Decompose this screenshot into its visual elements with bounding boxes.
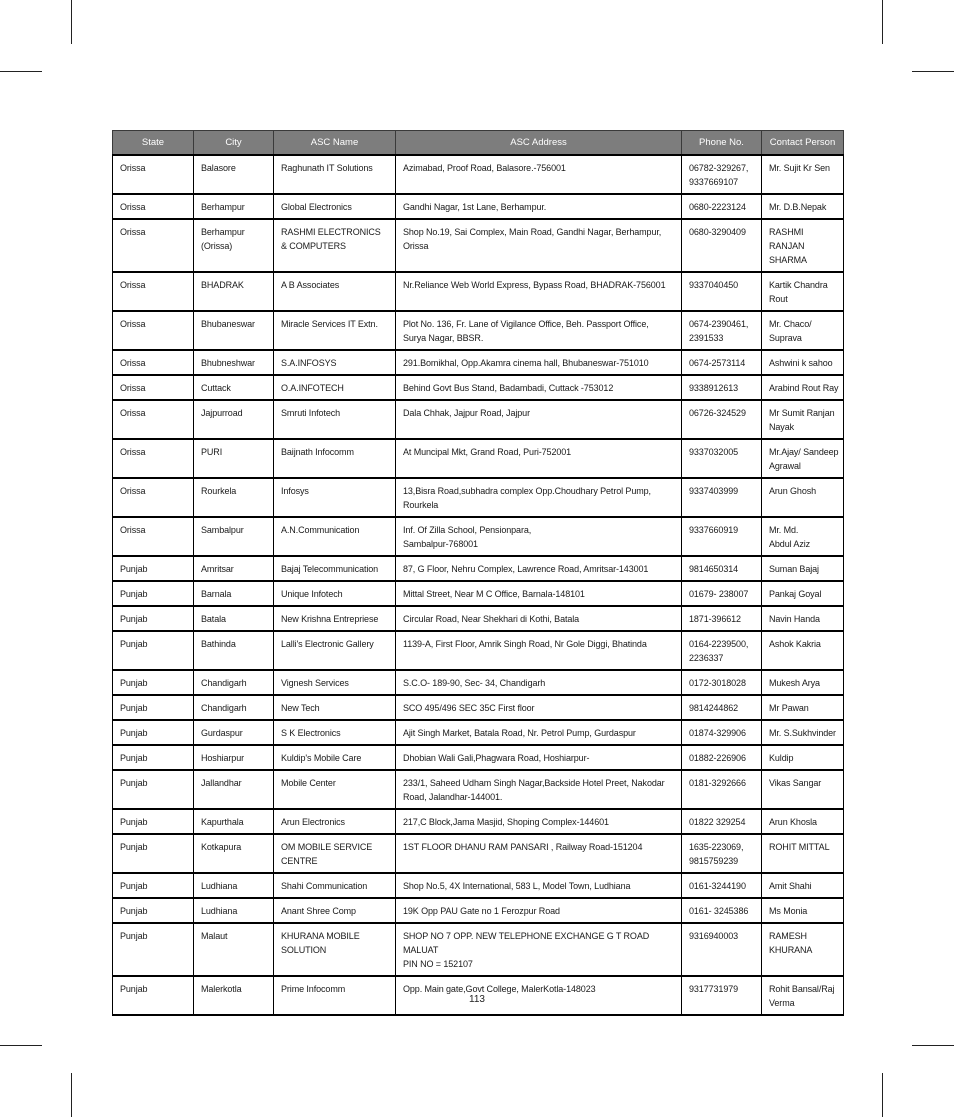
cell-state: Punjab xyxy=(113,631,194,670)
cell-asc-name: Bajaj Telecommunication xyxy=(274,556,396,581)
cell-contact-person: ROHIT MITTAL xyxy=(762,834,844,873)
table-row xyxy=(113,581,844,606)
cell-city: Kapurthala xyxy=(194,809,274,834)
cell-contact-person: Mr. S.Sukhvinder xyxy=(762,720,844,745)
cell-state: Punjab xyxy=(113,556,194,581)
cell-state: Punjab xyxy=(113,923,194,976)
cell-state: Orissa xyxy=(113,272,194,311)
cell-asc-address: At Muncipal Mkt, Grand Road, Puri-752001 xyxy=(396,439,682,478)
cell-city: Ludhiana xyxy=(194,898,274,923)
cell-state: Punjab xyxy=(113,720,194,745)
table-row xyxy=(113,606,844,631)
cell-asc-address: 1139-A, First Floor, Amrik Singh Road, Nr Gole Diggi, Bhatinda xyxy=(396,631,682,670)
table-row xyxy=(113,873,844,898)
cell-asc-name: S K Electronics xyxy=(274,720,396,745)
cell-asc-name: S.A.INFOSYS xyxy=(274,350,396,375)
cell-contact-person: Mr Pawan xyxy=(762,695,844,720)
cell-asc-address: 217,C Block,Jama Masjid, Shoping Complex-144601 xyxy=(396,809,682,834)
cell-city: BHADRAK xyxy=(194,272,274,311)
service-center-table xyxy=(112,130,844,1016)
table-row xyxy=(113,375,844,400)
cell-asc-address: Azimabad, Proof Road, Balasore.-756001 xyxy=(396,155,682,194)
crop-mark xyxy=(912,1045,954,1046)
cell-asc-address: SCO 495/496 SEC 35C First floor xyxy=(396,695,682,720)
cell-contact-person: Mr. Chaco/ Suprava xyxy=(762,311,844,350)
cell-phone: 9317731979 xyxy=(682,976,762,1015)
cell-city: Hoshiarpur xyxy=(194,745,274,770)
cell-state: Punjab xyxy=(113,873,194,898)
table-row xyxy=(113,219,844,272)
cell-city: Gurdaspur xyxy=(194,720,274,745)
cell-contact-person: Mr. Sujit Kr Sen xyxy=(762,155,844,194)
cell-city: PURI xyxy=(194,439,274,478)
cell-phone: 06782-329267, 9337669107 xyxy=(682,155,762,194)
cell-phone: 9814650314 xyxy=(682,556,762,581)
cell-city: Balasore xyxy=(194,155,274,194)
cell-city: Amritsar xyxy=(194,556,274,581)
cell-asc-address: Plot No. 136, Fr. Lane of Vigilance Office, Beh. Passport Office, Surya Nagar, BBSR. xyxy=(396,311,682,350)
cell-asc-address: Nr.Reliance Web World Express, Bypass Road, BHADRAK-756001 xyxy=(396,272,682,311)
cell-city: Barnala xyxy=(194,581,274,606)
table-row xyxy=(113,720,844,745)
cell-asc-address: 1ST FLOOR DHANU RAM PANSARI , Railway Road-151204 xyxy=(396,834,682,873)
cell-state: Orissa xyxy=(113,478,194,517)
cell-asc-name: O.A.INFOTECH xyxy=(274,375,396,400)
table-body xyxy=(113,155,844,1015)
cell-city: Bathinda xyxy=(194,631,274,670)
table-row xyxy=(113,517,844,556)
cell-state: Orissa xyxy=(113,155,194,194)
header-state: State xyxy=(113,131,194,156)
cell-contact-person: Mr.Ajay/ Sandeep Agrawal xyxy=(762,439,844,478)
table-row xyxy=(113,770,844,809)
header-phone: Phone No. xyxy=(682,131,762,156)
cell-city: Malaut xyxy=(194,923,274,976)
cell-city: Jallandhar xyxy=(194,770,274,809)
cell-state: Punjab xyxy=(113,770,194,809)
cell-phone: 0164-2239500, 2236337 xyxy=(682,631,762,670)
cell-state: Punjab xyxy=(113,606,194,631)
cell-phone: 0674-2390461, 2391533 xyxy=(682,311,762,350)
cell-phone: 01822 329254 xyxy=(682,809,762,834)
crop-mark xyxy=(71,1073,72,1117)
crop-mark xyxy=(912,71,954,72)
table-row xyxy=(113,923,844,976)
cell-contact-person: Navin Handa xyxy=(762,606,844,631)
cell-contact-person: Mukesh Arya xyxy=(762,670,844,695)
cell-asc-address: 13,Bisra Road,subhadra complex Opp.Choudhary Petrol Pump, Rourkela xyxy=(396,478,682,517)
cell-contact-person: RASHMI RANJAN SHARMA xyxy=(762,219,844,272)
cell-phone: 0161-3244190 xyxy=(682,873,762,898)
cell-city: Rourkela xyxy=(194,478,274,517)
cell-phone: 0680-2223124 xyxy=(682,194,762,219)
table-header-row xyxy=(113,131,844,156)
cell-city: Berhampur (Orissa) xyxy=(194,219,274,272)
table-row xyxy=(113,400,844,439)
cell-state: Punjab xyxy=(113,695,194,720)
cell-asc-name: Mobile Center xyxy=(274,770,396,809)
cell-city: Chandigarh xyxy=(194,670,274,695)
cell-asc-name: New Krishna Entrepriese xyxy=(274,606,396,631)
crop-mark xyxy=(882,1073,883,1117)
cell-phone: 9316940003 xyxy=(682,923,762,976)
cell-asc-name: KHURANA MOBILE SOLUTION xyxy=(274,923,396,976)
cell-phone: 9337403999 xyxy=(682,478,762,517)
cell-contact-person: Kartik Chandra Rout xyxy=(762,272,844,311)
cell-asc-address: S.C.O- 189-90, Sec- 34, Chandigarh xyxy=(396,670,682,695)
cell-asc-name: RASHMI ELECTRONICS & COMPUTERS xyxy=(274,219,396,272)
cell-contact-person: Kuldip xyxy=(762,745,844,770)
cell-contact-person: Amit Shahi xyxy=(762,873,844,898)
header-asc-name: ASC Name xyxy=(274,131,396,156)
cell-asc-address: Shop No.5, 4X International, 583 L, Model Town, Ludhiana xyxy=(396,873,682,898)
table-row xyxy=(113,834,844,873)
cell-contact-person: Arun Khosla xyxy=(762,809,844,834)
cell-asc-name: Raghunath IT Solutions xyxy=(274,155,396,194)
cell-contact-person: Ashwini k sahoo xyxy=(762,350,844,375)
cell-city: Bhubneshwar xyxy=(194,350,274,375)
cell-contact-person: Vikas Sangar xyxy=(762,770,844,809)
cell-city: Kotkapura xyxy=(194,834,274,873)
cell-asc-name: Arun Electronics xyxy=(274,809,396,834)
service-center-table-wrap xyxy=(112,130,843,1016)
cell-asc-name: Shahi Communication xyxy=(274,873,396,898)
cell-asc-name: Anant Shree Comp xyxy=(274,898,396,923)
cell-asc-name: Global Electronics xyxy=(274,194,396,219)
cell-city: Malerkotla xyxy=(194,976,274,1015)
cell-asc-address: Inf. Of Zilla School, Pensionpara, Sambalpur-768001 xyxy=(396,517,682,556)
cell-asc-name: Smruti Infotech xyxy=(274,400,396,439)
table-row xyxy=(113,631,844,670)
cell-asc-address: Opp. Main gate,Govt College, MalerKotla-148023 xyxy=(396,976,682,1015)
cell-state: Orissa xyxy=(113,375,194,400)
cell-phone: 0181-3292666 xyxy=(682,770,762,809)
cell-state: Orissa xyxy=(113,400,194,439)
cell-state: Orissa xyxy=(113,194,194,219)
cell-phone: 0680-3290409 xyxy=(682,219,762,272)
cell-phone: 1635-223069, 9815759239 xyxy=(682,834,762,873)
cell-city: Berhampur xyxy=(194,194,274,219)
crop-mark xyxy=(0,1045,42,1046)
cell-phone: 9337040450 xyxy=(682,272,762,311)
cell-asc-name: Vignesh Services xyxy=(274,670,396,695)
cell-phone: 9338912613 xyxy=(682,375,762,400)
cell-phone: 1871-396612 xyxy=(682,606,762,631)
table-row xyxy=(113,809,844,834)
cell-state: Punjab xyxy=(113,898,194,923)
cell-city: Chandigarh xyxy=(194,695,274,720)
cell-asc-name: A B Associates xyxy=(274,272,396,311)
cell-state: Punjab xyxy=(113,745,194,770)
cell-asc-name: A.N.Communication xyxy=(274,517,396,556)
cell-asc-name: Miracle Services IT Extn. xyxy=(274,311,396,350)
cell-contact-person: Arun Ghosh xyxy=(762,478,844,517)
cell-phone: 0172-3018028 xyxy=(682,670,762,695)
cell-state: Punjab xyxy=(113,976,194,1015)
cell-contact-person: Pankaj Goyal xyxy=(762,581,844,606)
cell-phone: 01874-329906 xyxy=(682,720,762,745)
crop-mark xyxy=(71,0,72,44)
cell-city: Bhubaneswar xyxy=(194,311,274,350)
cell-asc-address: Gandhi Nagar, 1st Lane, Berhampur. xyxy=(396,194,682,219)
cell-asc-address: 291.Bomikhal, Opp.Akamra cinema hall, Bhubaneswar-751010 xyxy=(396,350,682,375)
cell-state: Orissa xyxy=(113,439,194,478)
cell-asc-address: Shop No.19, Sai Complex, Main Road, Gandhi Nagar, Berhampur, Orissa xyxy=(396,219,682,272)
cell-city: Sambalpur xyxy=(194,517,274,556)
table-row xyxy=(113,670,844,695)
cell-contact-person: Ms Monia xyxy=(762,898,844,923)
cell-asc-name: New Tech xyxy=(274,695,396,720)
cell-city: Jajpurroad xyxy=(194,400,274,439)
cell-asc-address: Dala Chhak, Jajpur Road, Jajpur xyxy=(396,400,682,439)
cell-asc-name: Infosys xyxy=(274,478,396,517)
cell-asc-name: Unique Infotech xyxy=(274,581,396,606)
cell-state: Punjab xyxy=(113,834,194,873)
cell-phone: 0674-2573114 xyxy=(682,350,762,375)
cell-asc-address: Circular Road, Near Shekhari di Kothi, Batala xyxy=(396,606,682,631)
header-asc-address: ASC Address xyxy=(396,131,682,156)
cell-contact-person: Suman Bajaj xyxy=(762,556,844,581)
table-row xyxy=(113,311,844,350)
cell-asc-address: Dhobian Wali Gali,Phagwara Road, Hoshiarpur- xyxy=(396,745,682,770)
cell-asc-name: OM MOBILE SERVICE CENTRE xyxy=(274,834,396,873)
cell-phone: 06726-324529 xyxy=(682,400,762,439)
cell-asc-address: 233/1, Saheed Udham Singh Nagar,Backside Hotel Preet, Nakodar Road, Jalandhar-144001. xyxy=(396,770,682,809)
cell-state: Orissa xyxy=(113,517,194,556)
table-row xyxy=(113,556,844,581)
cell-contact-person: Mr. Md. Abdul Aziz xyxy=(762,517,844,556)
cell-state: Punjab xyxy=(113,809,194,834)
table-row xyxy=(113,898,844,923)
cell-contact-person: Mr. D.B.Nepak xyxy=(762,194,844,219)
cell-city: Ludhiana xyxy=(194,873,274,898)
table-row xyxy=(113,745,844,770)
header-contact-person: Contact Person xyxy=(762,131,844,156)
table-row xyxy=(113,272,844,311)
header-city: City xyxy=(194,131,274,156)
cell-phone: 01882-226906 xyxy=(682,745,762,770)
crop-mark xyxy=(882,0,883,44)
cell-phone: 0161- 3245386 xyxy=(682,898,762,923)
table-row xyxy=(113,439,844,478)
cell-asc-name: Prime Infocomm xyxy=(274,976,396,1015)
cell-state: Punjab xyxy=(113,670,194,695)
crop-mark xyxy=(0,71,42,72)
table-row xyxy=(113,350,844,375)
cell-phone: 9814244862 xyxy=(682,695,762,720)
cell-state: Orissa xyxy=(113,219,194,272)
table-row xyxy=(113,155,844,194)
cell-city: Batala xyxy=(194,606,274,631)
table-row xyxy=(113,695,844,720)
cell-asc-address: Ajit Singh Market, Batala Road, Nr. Petrol Pump, Gurdaspur xyxy=(396,720,682,745)
cell-contact-person: Rohit Bansal/Raj Verma xyxy=(762,976,844,1015)
cell-state: Orissa xyxy=(113,350,194,375)
table-row xyxy=(113,194,844,219)
cell-asc-address: SHOP NO 7 OPP. NEW TELEPHONE EXCHANGE G T ROAD MALUAT PIN NO = 152107 xyxy=(396,923,682,976)
cell-asc-address: Behind Govt Bus Stand, Badambadi, Cuttack -753012 xyxy=(396,375,682,400)
cell-phone: 9337660919 xyxy=(682,517,762,556)
cell-contact-person: Arabind Rout Ray xyxy=(762,375,844,400)
cell-contact-person: RAMESH KHURANA xyxy=(762,923,844,976)
cell-state: Orissa xyxy=(113,311,194,350)
cell-asc-name: Kuldip's Mobile Care xyxy=(274,745,396,770)
cell-asc-name: Lalli's Electronic Gallery xyxy=(274,631,396,670)
cell-state: Punjab xyxy=(113,581,194,606)
cell-asc-name: Baijnath Infocomm xyxy=(274,439,396,478)
cell-asc-address: 19K Opp PAU Gate no 1 Ferozpur Road xyxy=(396,898,682,923)
cell-city: Cuttack xyxy=(194,375,274,400)
table-row xyxy=(113,478,844,517)
cell-contact-person: Mr Sumit Ranjan Nayak xyxy=(762,400,844,439)
cell-phone: 9337032005 xyxy=(682,439,762,478)
cell-phone: 01679- 238007 xyxy=(682,581,762,606)
page-number: 113 xyxy=(469,994,485,1005)
cell-asc-address: 87, G Floor, Nehru Complex, Lawrence Road, Amritsar-143001 xyxy=(396,556,682,581)
cell-contact-person: Ashok Kakria xyxy=(762,631,844,670)
cell-asc-address: Mittal Street, Near M C Office, Barnala-148101 xyxy=(396,581,682,606)
